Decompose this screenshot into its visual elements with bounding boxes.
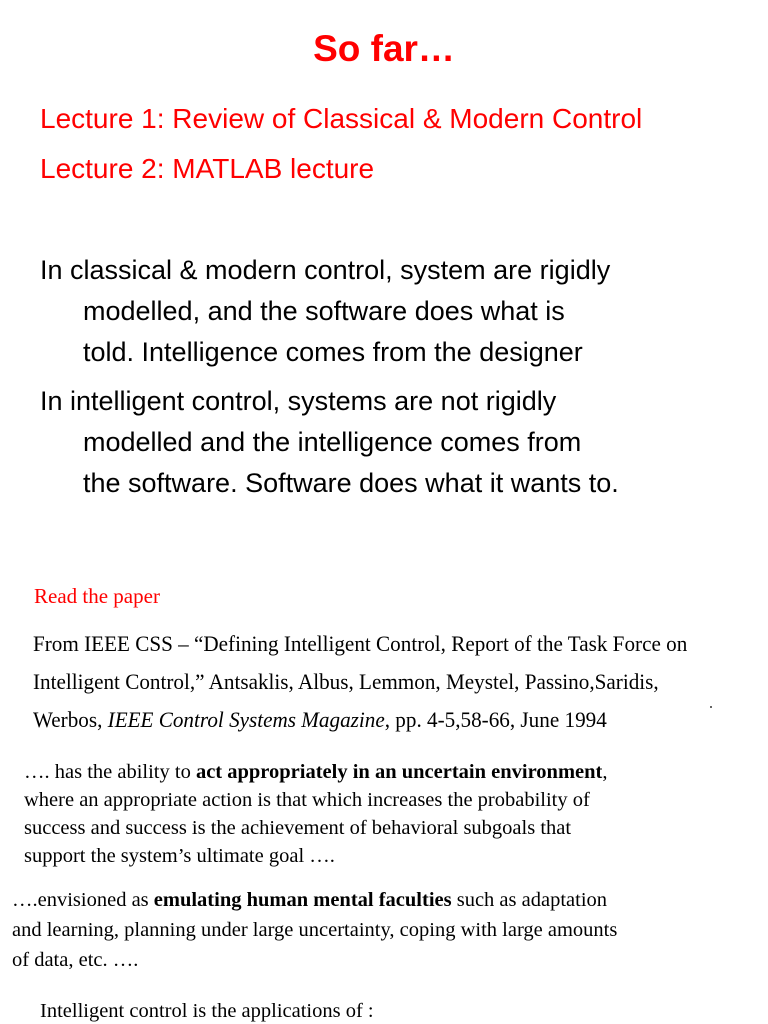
reference-line bbox=[33, 701, 724, 739]
reference-line: From IEEE CSS – “Defining Intelligent Control, Report of the Task Force on bbox=[33, 631, 688, 656]
classical-control-paragraph bbox=[40, 250, 740, 373]
reference-pages: , pp. 4-5,58-66, June 1994 bbox=[384, 707, 607, 732]
reference-authors: Werbos, bbox=[33, 707, 108, 732]
quote-emphasis: emulating human mental faculties bbox=[153, 889, 452, 911]
quote-line: where an appropriate action is that which increases the probability of bbox=[24, 789, 590, 811]
applications-heading: Intelligent control is the applications of : bbox=[40, 1000, 374, 1022]
quote-line bbox=[24, 758, 768, 786]
quote-line: and learning, planning under large uncertainty, coping with large amounts bbox=[12, 919, 618, 941]
intelligent-control-paragraph bbox=[40, 381, 740, 504]
lecture-2-item: Lecture 2: MATLAB lecture bbox=[40, 153, 375, 184]
quote-emphasis: act appropriately in an uncertain environment bbox=[195, 761, 603, 783]
quote-text: such as adaptation bbox=[451, 889, 608, 911]
lecture-1-item: Lecture 1: Review of Classical & Modern Control bbox=[40, 103, 643, 134]
paragraph-line: told. Intelligence comes from the designer bbox=[83, 337, 583, 367]
definition-quote-1 bbox=[24, 758, 768, 870]
stray-dot bbox=[710, 706, 712, 708]
paragraph-line: modelled, and the software does what is bbox=[83, 296, 565, 326]
read-paper-label: Read the paper bbox=[34, 584, 160, 608]
quote-line: of data, etc. …. bbox=[12, 949, 139, 971]
paragraph-line: In intelligent control, systems are not rigidly bbox=[40, 386, 557, 416]
paper-reference bbox=[33, 625, 724, 739]
quote-text: ….envisioned as bbox=[12, 889, 154, 911]
quote-line: support the system’s ultimate goal …. bbox=[24, 845, 335, 867]
paragraph-line: In classical & modern control, system are rigidly bbox=[40, 255, 611, 285]
paragraph-line: the software. Software does what it wants to. bbox=[83, 468, 619, 498]
quote-line: success and success is the achievement of behavioral subgoals that bbox=[24, 817, 572, 839]
quote-line bbox=[12, 885, 768, 915]
slide-title: So far… bbox=[313, 28, 455, 69]
quote-text: , bbox=[602, 761, 608, 783]
definition-quote-2 bbox=[12, 885, 768, 975]
paragraph-line: modelled and the intelligence comes from bbox=[83, 427, 582, 457]
journal-name: IEEE Control Systems Magazine bbox=[107, 707, 385, 732]
quote-text: …. has the ability to bbox=[24, 761, 196, 783]
reference-line: Intelligent Control,” Antsaklis, Albus, Lemmon, Meystel, Passino,Saridis, bbox=[33, 669, 659, 694]
